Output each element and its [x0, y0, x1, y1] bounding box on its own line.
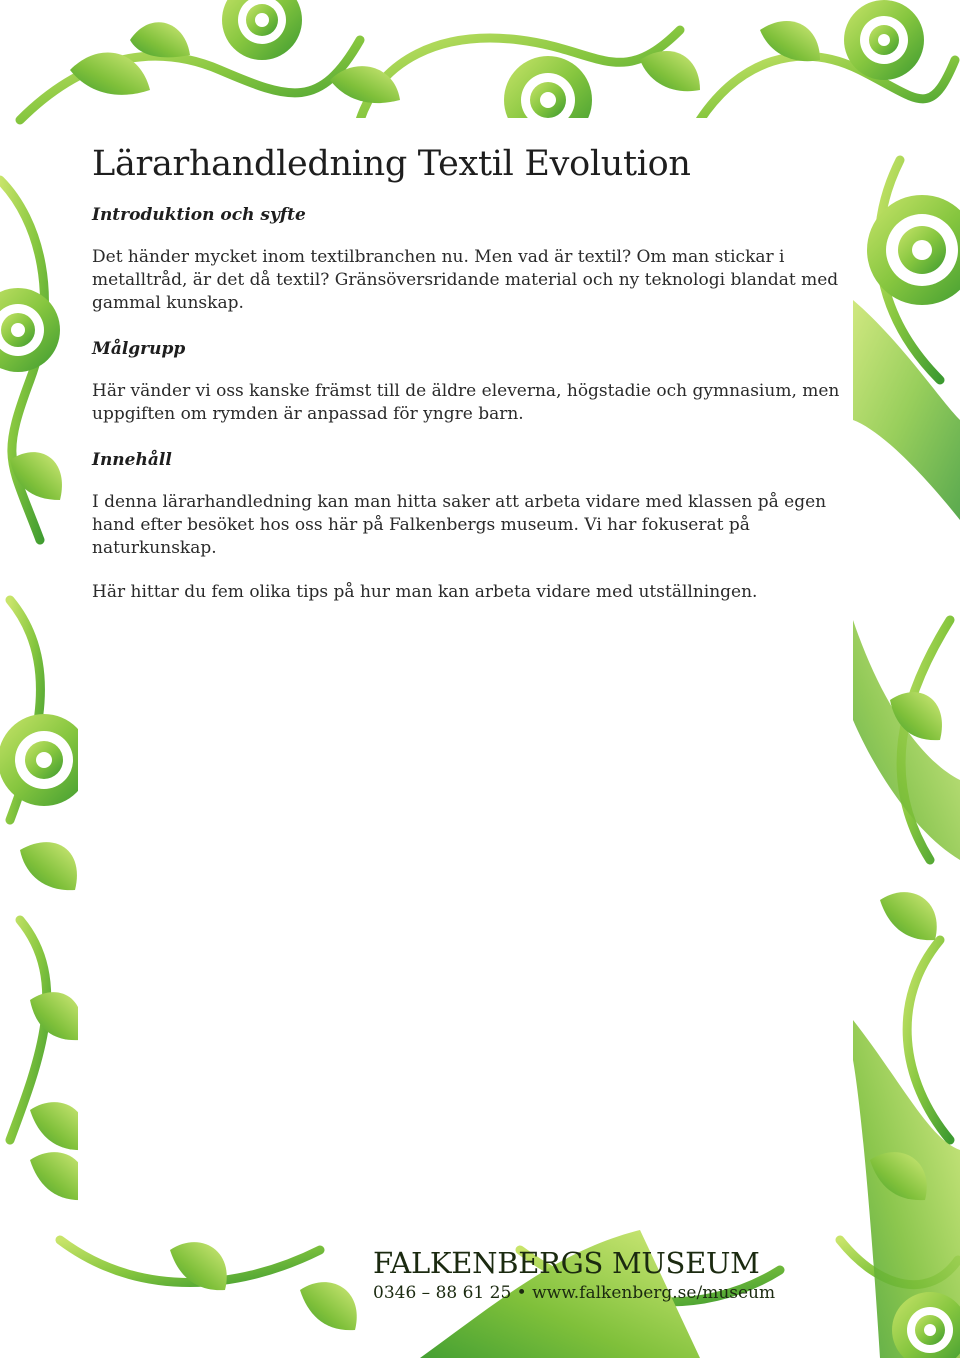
- section-paragraph: Här vänder vi oss kanske främst till de äldre eleverna, högstadie och gymnasium, men uppgiften om rymden är anpassad för yngre barn.: [92, 381, 840, 424]
- section-heading-malgrupp: Målgrupp: [92, 339, 186, 359]
- section-paragraph: Här hittar du fem olika tips på hur man kan arbeta vidare med utställningen.: [92, 582, 758, 602]
- page-title: Lärarhandledning Textil Evolution: [92, 144, 691, 184]
- museum-footer: [373, 1244, 833, 1304]
- section-paragraph: I denna lärarhandledning kan man hitta saker att arbeta vidare med klassen på egen hand efter besöket hos oss här på Falkenbergs museum. Vi har fokuserat på naturkunskap.: [92, 492, 827, 558]
- document-body: [92, 140, 852, 604]
- section-paragraph: Det händer mycket inom textilbranchen nu. Men vad är textil? Om man stickar i metalltråd, är det då textil? Gränsöversridande material och ny teknologi blandat med gammal kunskap.: [92, 247, 839, 313]
- contact-line: 0346 – 88 61 25 • www.falkenberg.se/museum: [373, 1283, 776, 1303]
- section-heading-introduktion: Introduktion och syfte: [92, 205, 306, 225]
- section-heading-innehall: Innehåll: [92, 450, 172, 470]
- organization-name: FALKENBERGS MUSEUM: [373, 1246, 760, 1280]
